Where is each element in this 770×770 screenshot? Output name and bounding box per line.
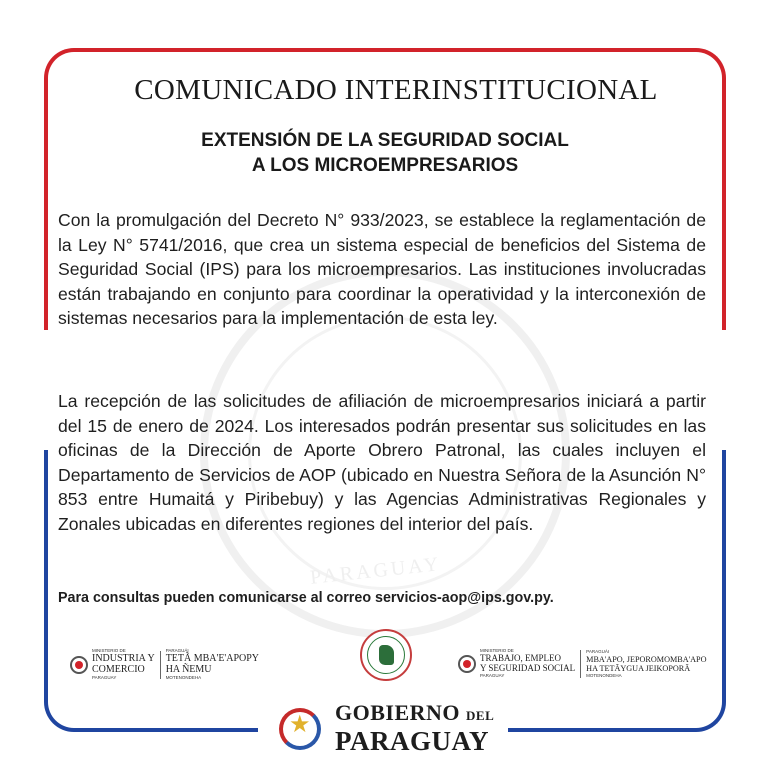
mtess-name-block (480, 648, 575, 679)
mic-divider (160, 651, 161, 679)
gobierno-line2: PARAGUAY (335, 726, 490, 756)
page-title: COMUNICADO INTERINSTITUCIONAL (134, 74, 658, 106)
gobierno-emblem-icon (275, 704, 325, 754)
mtess-ministerio: MINISTERIO DE (480, 648, 514, 653)
mtess-divider (580, 650, 581, 678)
mic-gn-line2: HA ÑEMU (165, 663, 212, 675)
mtess-gn-line2: HA TETÃYGUA JEIKOPORÃ (586, 663, 691, 673)
mic-name-line1: INDUSTRIA Y (92, 653, 155, 664)
watermark-text: PARAGUAY (309, 553, 443, 589)
mic-name-block (92, 648, 155, 681)
mtess-name-line1: TRABAJO, EMPLEO (480, 653, 562, 663)
mic-gn-line1: TETÃ MBA'E'APOPY (165, 653, 260, 664)
mtess-name-line2: Y SEGURIDAD SOCIAL (480, 662, 576, 673)
mtess-guarani-block (586, 649, 706, 679)
mtess-gn-sub: MOTENONDEHA (586, 672, 622, 678)
mic-name-line2: COMERCIO (92, 663, 145, 675)
mic-country: PARAGUAY (92, 675, 117, 680)
mtess-country: PARAGUAY (480, 673, 505, 678)
logo-mtess (458, 648, 707, 679)
gobierno-logo (275, 702, 494, 755)
gobierno-line1 (335, 702, 494, 727)
mic-gn-sub: MOTENONDEHA (165, 675, 202, 680)
mtess-gn-line1: MBA'APO, JEPOROMOMBA'APO (586, 654, 707, 664)
mtess-emblem-icon (458, 655, 476, 673)
subtitle-line-2: A LOS MICROEMPRESARIOS (251, 155, 519, 176)
ips-seal-icon (360, 629, 412, 681)
mic-ministerio: MINISTERIO DE (92, 648, 126, 653)
star-icon: ★ (289, 710, 311, 738)
gobierno-word: GOBIERNO (335, 700, 461, 725)
logo-mic (70, 648, 259, 681)
subtitle (0, 128, 770, 178)
subtitle-line-1: EXTENSIÓN DE LA SEGURIDAD SOCIAL (201, 130, 569, 151)
mic-gn-label: PARAGUÁI (165, 648, 189, 653)
mtess-gn-label: PARAGUÁI (586, 648, 610, 654)
contact-line: Para consultas pueden comunicarse al correo servicios-aop@ips.gov.py. (58, 590, 554, 606)
mic-emblem-icon (70, 656, 88, 674)
paragraph-2: La recepción de las solicitudes de afiliación de microempresarios iniciará a partir del 15 de enero de 2024. Los interesados podrán presentar sus solicitudes en las oficinas de la Dirección de Aporte Obrero Patronal, las cuales incluyen el Departamento de Servicios de AOP (ubicado en Nuestra Señora de la Asunción N° 853 entre Humaitá y Piribebuy) y las Agencias Administrativas Regionales y Zonales ubicadas en diferentes regiones del interior del país. (58, 391, 706, 534)
gobierno-text (335, 702, 494, 755)
paragraph-1: Con la promulgación del Decreto N° 933/2023, se establece la reglamentación de la Ley N° 5741/2016, que crea un sistema especial de beneficios del Sistema de Seguridad Social (IPS) para los microempresarios. Las instituciones involucradas están trabajando en conjunto para coordinar la operatividad y la interconexión de sistemas necesarios para la implementación de esta ley. (58, 210, 706, 329)
gobierno-del: DEL (466, 708, 495, 723)
mic-guarani-block (166, 648, 259, 681)
